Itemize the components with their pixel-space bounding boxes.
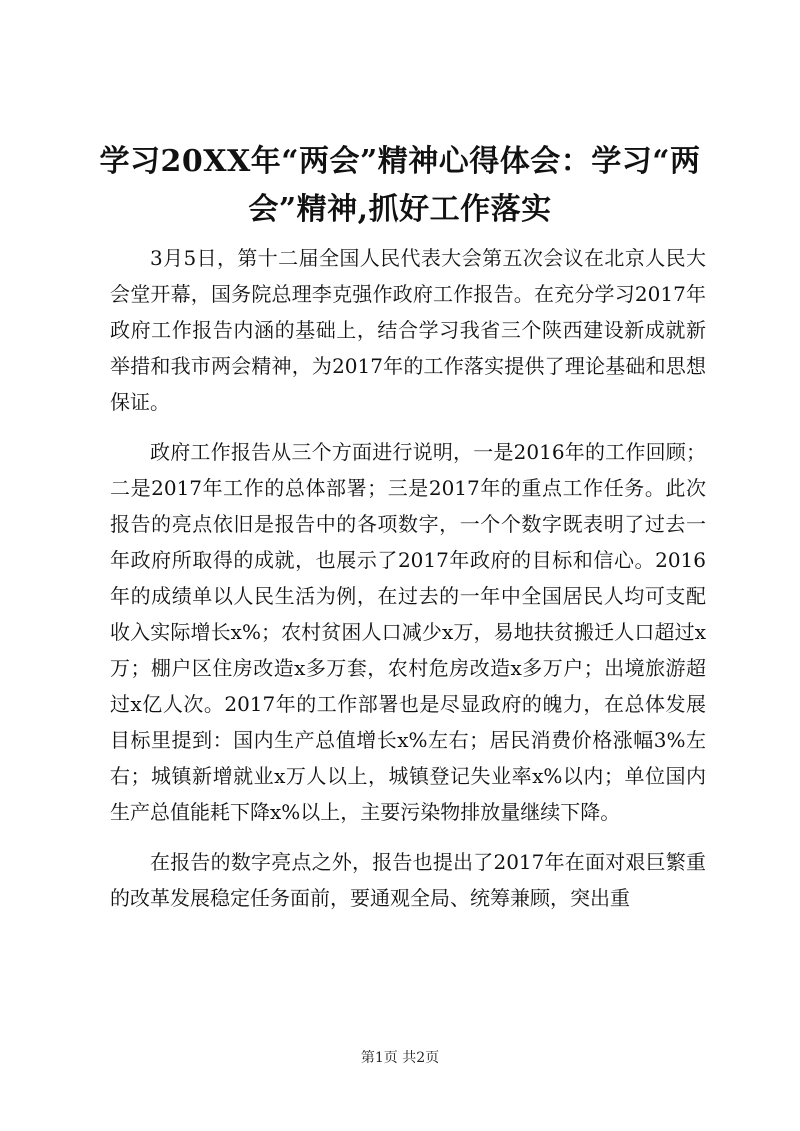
document-title: 学习20XX年“两会”精神心得体会：学习“两会”精神,抓好工作落实 [99,144,701,227]
document-body [110,240,706,930]
paragraph-3: 在报告的数字亮点之外，报告也提出了2017年在面对艰巨繁重的改革发展稳定任务面前，要通观全局、统筹兼顾，突出重 [110,850,706,910]
page-number: 第1页 共2页 [360,1050,440,1066]
page-footer [0,1048,800,1068]
paragraph-2: 政府工作报告从三个方面进行说明，一是2016年的工作回顾；二是2017年工作的总体部署；三是2017年的重点工作任务。此次报告的亮点依旧是报告中的各项数字，一个个数字既表明了过去一年政府所取得的成就，也展示了2017年政府的目标和信心。2016年的成绩单以人民生活为例，在过去的一年中全国居民人均可支配收入实际增长x%；农村贫困人口减少x万，易地扶贫搬迁人口超过x万；棚户区住房改造x多万套，农村危房改造x多万户；出境旅游超过x亿人次。2017年的工作部署也是尽显政府的魄力，在总体发展目标里提到：国内生产总值增长x%左右；居民消费价格涨幅3%左右；城镇新增就业x万人以上，城镇登记失业率x%以内；单位国内生产总值能耗下降x%以上，主要污染物排放量继续下降。 [110,440,706,824]
paragraph-1: 3月5日，第十二届全国人民代表大会第五次会议在北京人民大会堂开幕，国务院总理李克强作政府工作报告。在充分学习2017年政府工作报告内涵的基础上，结合学习我省三个陕西建设新成就新举措和我市两会精神，为2017年的工作落实提供了理论基础和思想保证。 [110,246,706,414]
